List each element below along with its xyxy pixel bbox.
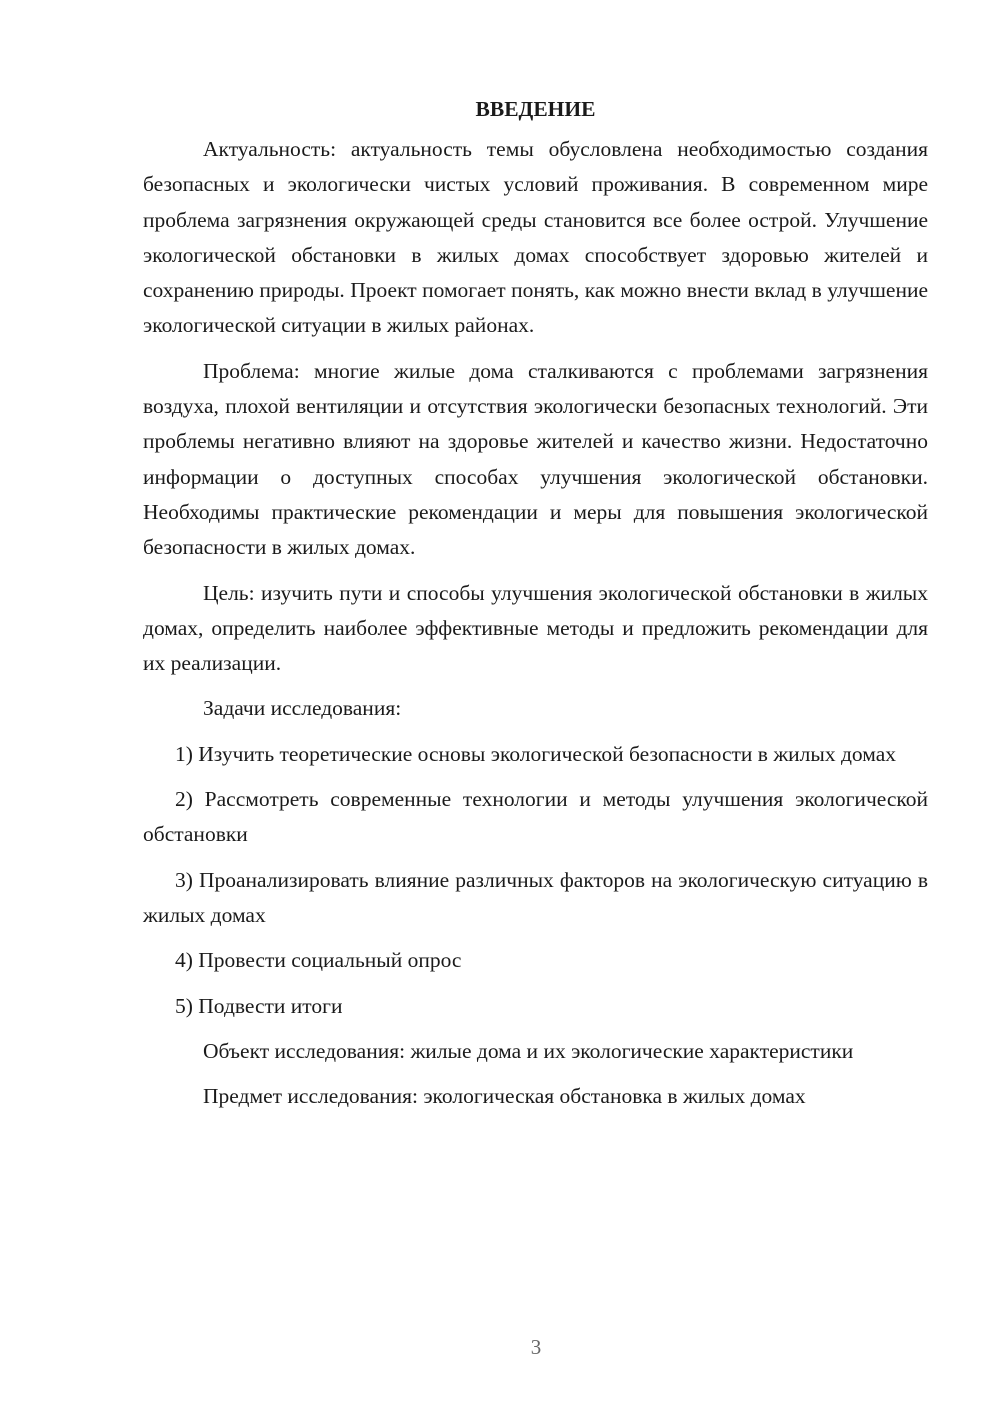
tasks-list [143,737,928,1024]
document-title: ВВЕДЕНИЕ [475,97,596,121]
document-page [143,92,928,1124]
task-item: 4) Провести социальный опрос [175,948,462,973]
goal-paragraph: Цель: изучить пути и способы улучшения экологической обстановки в жилых домах, определить наиболее эффективные методы и предложить рекомендации для их реализации. [143,580,928,676]
problem-paragraph: Проблема: многие жилые дома сталкиваются с проблемами загрязнения воздуха, плохой вентиляции и отсутствия экологически безопасных технологий. Эти проблемы негативно влияют на здоровье жителей и качество жизни. Недостаточно информации о доступных способах улучшения экологической обстановки. Необходимы практические рекомендации и меры для повышения экологической безопасности в жилых домах. [143,358,928,560]
task-item: 2) Рассмотреть современные технологии и методы улучшения экологической обстановки [143,787,928,847]
tasks-heading: Задачи исследования: [203,696,402,721]
object-paragraph: Объект исследования: жилые дома и их экологические характеристики [203,1038,854,1063]
task-item: 5) Подвести итоги [175,993,343,1018]
page-number: 3 [530,1335,542,1359]
task-item: 3) Проанализировать влияние различных факторов на экологическую ситуацию в жилых домах [143,867,928,927]
relevance-paragraph: Актуальность: актуальность темы обусловлена необходимостью создания безопасных и экологически чистых условий проживания. В современном мире проблема загрязнения окружающей среды становится все более острой. Улучшение экологической обстановки в жилых домах способствует здоровью жителей и сохранению природы. Проект помогает понять, как можно внести вклад в улучшение экологической ситуации в жилых районах. [143,137,928,338]
task-item: 1) Изучить теоретические основы экологической безопасности в жилых домах [175,741,897,766]
subject-paragraph: Предмет исследования: экологическая обстановка в жилых домах [203,1084,806,1109]
